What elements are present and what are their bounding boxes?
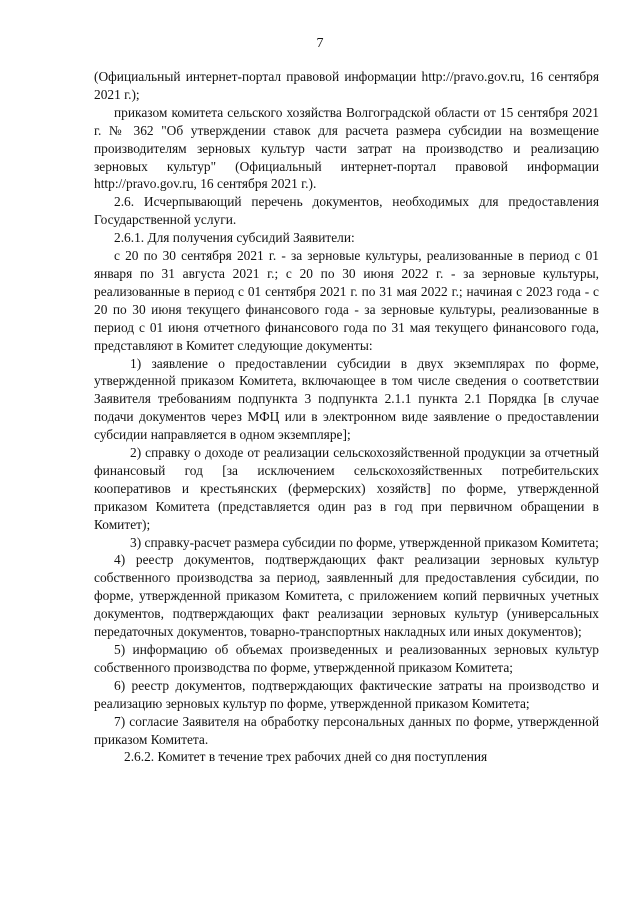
paragraph-submission-periods: с 20 по 30 сентября 2021 г. - за зерновые культуры, реализованные в период с 01 января по 31 августа 2021 г.; с 20 по 30 июня 2022 г. - за зерновые культуры, реализованные в период с 01 сентября 2021 г. по 31 мая 2022 г.; начиная с 2023 года - с 20 по 30 июня текущего финансового года - за зерновые культуры, реализованные в период с 01 июня отчетного финансового года по 31 мая текущего финансового года, представляют в Комитет следующие документы: [94, 248, 599, 353]
list-item-4: 4) реестр документов, подтверждающих факт реализации зерновых культур собственного производства за период, заявленный для предоставления субсидии, по форме, утвержденной приказом Комитета, с приложением копий первичных учетных документов, подтверждающих факт реализации зерновых культур (универсальных передаточных документов, товарно-транспортных накладных или иных документов); [94, 552, 599, 640]
list-item-7: 7) согласие Заявителя на обработку персональных данных по форме, утвержденной приказом Комитета. [94, 713, 599, 747]
list-item-6: 6) реестр документов, подтверждающих фактические затраты на производство и реализацию зерновых культур по форме, утвержденной приказом Комитета; [94, 677, 599, 711]
list-item-3: 3) справку-расчет размера субсидии по форме, утвержденной приказом Комитета; [130, 534, 599, 550]
document-body [94, 68, 599, 766]
paragraph-section-2-6-2: 2.6.2. Комитет в течение трех рабочих дней со дня поступления [124, 749, 488, 765]
page-number: 7 [316, 36, 324, 51]
list-item-5: 5) информацию об объемах произведенных и реализованных зерновых культур собственного производства по форме, утвержденной приказом Комитета; [94, 642, 599, 675]
paragraph-section-2-6-1: 2.6.1. Для получения субсидий Заявители: [114, 230, 355, 246]
list-item-2: 2) справку о доходе от реализации сельскохозяйственной продукции за отчетный финансовый год [за исключением сельскохозяйственных потребительских кооперативов и крестьянских (фермерских) хозяйств] по форме, утвержденной приказом Комитета (представляется один раз в год при первичном обращении в Комитет); [94, 445, 599, 532]
paragraph-law-reference-end: (Официальный интернет-портал правовой информации http://pravo.gov.ru, 16 сентября 2021 г.); [94, 69, 599, 102]
paragraph-order-362: приказом комитета сельского хозяйства Волгоградской области от 15 сентября 2021 г. № 362 "Об утверждении ставок для расчета размера субсидии на возмещение производителям зерновых культур части затрат на производство и реализацию зерновых культур" (Официальный интернет-портал правовой информации http://pravo.gov.ru, 16 сентября 2021 г.). [94, 104, 599, 192]
list-item-1: 1) заявление о предоставлении субсидии в двух экземплярах по форме, утвержденной приказом Комитета, включающее в том числе сведения о соответствии Заявителя требованиям подпункта 3 подпункта 2.1.1 пункта 2.1 Порядка [в случае подачи документов через МФЦ или в электронном виде заявление о предоставлении субсидии направляется в одном экземпляре]; [94, 355, 599, 443]
paragraph-section-2-6: 2.6. Исчерпывающий перечень документов, необходимых для предоставления Государственной услуги. [94, 194, 599, 228]
